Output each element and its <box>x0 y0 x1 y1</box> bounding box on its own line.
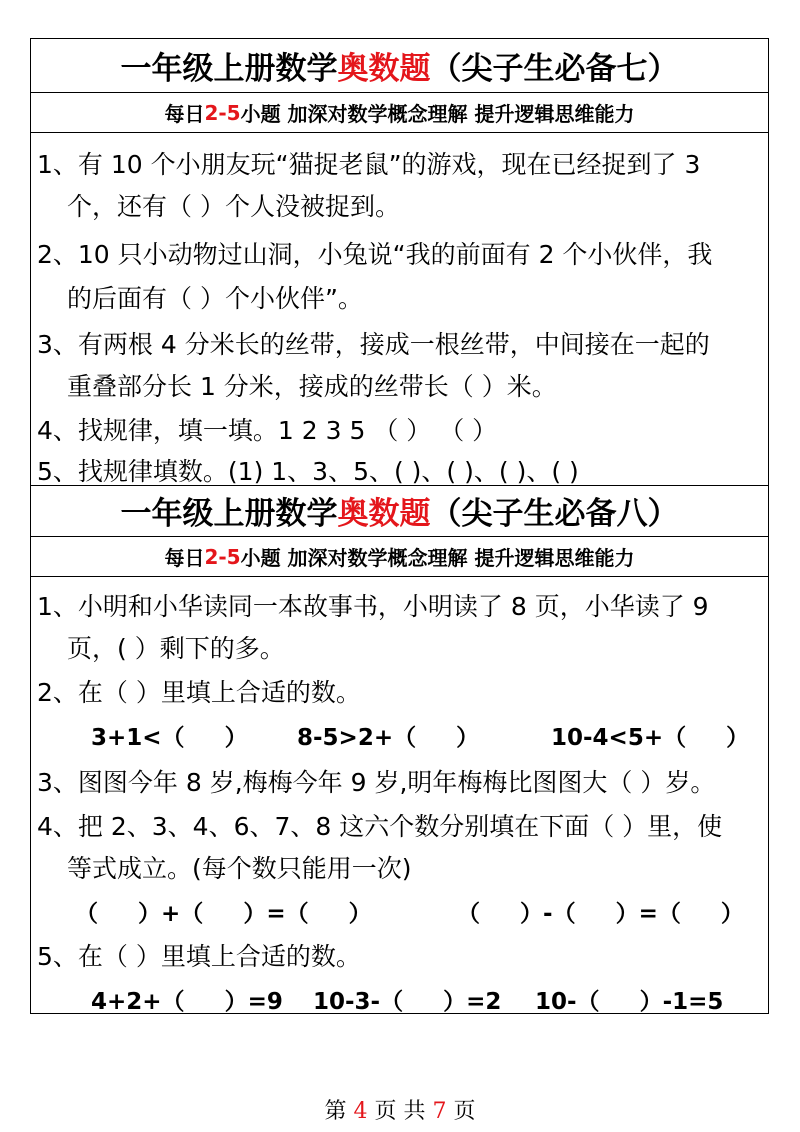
set8-line-6: 等式成立。(每个数只能用一次) <box>67 854 412 883</box>
set8-q5-eq-1: 4+2+（ ）=9 <box>91 989 283 1015</box>
set8-title-red: 奥数题 <box>337 496 431 532</box>
worksheet <box>30 38 769 1014</box>
set8-q5-eq-3: 10-（ ）-1=5 <box>535 989 724 1015</box>
set8-line-5: 4、把 2、3、4、6、7、8 这六个数分别填在下面（ ）里，使 <box>37 812 723 841</box>
set8-line-7: 5、在（ ）里填上合适的数。 <box>37 942 361 971</box>
set8-line-1: 1、小明和小华读同一本故事书，小明读了 8 页，小华读了 9 <box>37 592 709 621</box>
page-footer <box>0 1094 800 1125</box>
set7-subtitle <box>31 93 768 133</box>
footer-pre: 第 <box>324 1099 354 1124</box>
set7-title-pre: 一年级上册数学 <box>120 51 338 87</box>
set7-sub-red: 2-5 <box>204 100 241 125</box>
set7-line-5: 3、有两根 4 分米长的丝带，接成一根丝带，中间接在一起的 <box>37 330 710 359</box>
set8-q2-eq-3: 10-4<5+（ ） <box>551 725 750 751</box>
set7-line-7: 4、找规律，填一填。1 2 3 5 （ ） （ ） <box>37 416 498 445</box>
set8-line-4: 3、图图今年 8 岁,梅梅今年 9 岁,明年梅梅比图图大（ ）岁。 <box>37 768 716 797</box>
footer-post: 页 <box>446 1099 476 1124</box>
footer-page-number: 4 <box>353 1099 368 1124</box>
set8-q4-eq-1: （ ）+（ ）=（ ） <box>75 901 372 927</box>
set8-title-post: （尖子生必备八） <box>430 496 679 532</box>
set7-sub-pre: 每日 <box>164 102 205 126</box>
set8-q5-eq-2: 10-3-（ ）=2 <box>313 989 502 1015</box>
set8-title-pre: 一年级上册数学 <box>120 496 338 532</box>
set8-q2-eq-1: 3+1<（ ） <box>91 725 248 751</box>
set8-sub-post: 小题 加深对数学概念理解 提升逻辑思维能力 <box>240 546 635 570</box>
set7-title-red: 奥数题 <box>337 51 431 87</box>
set7-title <box>31 39 768 93</box>
set8-q2-eq-2: 8-5>2+（ ） <box>297 725 480 751</box>
set7-line-6: 重叠部分长 1 分米，接成的丝带长（ ）米。 <box>67 372 557 401</box>
set7-sub-post: 小题 加深对数学概念理解 提升逻辑思维能力 <box>240 102 635 126</box>
set7-line-3: 2、10 只小动物过山洞，小兔说“我的前面有 2 个小伙伴，我 <box>37 240 713 269</box>
set7-line-8: 5、找规律填数。(1) 1、3、5、( )、( )、( )、( ) <box>37 457 579 486</box>
set8-sub-red: 2-5 <box>204 544 241 569</box>
set8-line-2: 页，( ）剩下的多。 <box>67 634 285 663</box>
footer-total-pages: 7 <box>432 1099 447 1124</box>
footer-mid: 页 共 <box>367 1099 433 1124</box>
set7-line-1: 1、有 10 个小朋友玩“猫捉老鼠”的游戏，现在已经捉到了 3 <box>37 150 701 179</box>
set7-line-2: 个，还有（ ）个人没被捉到。 <box>67 192 400 221</box>
set8-q4-eq-2: （ ）-（ ）=（ ） <box>457 901 744 927</box>
set8-sub-pre: 每日 <box>164 546 205 570</box>
set7-title-post: （尖子生必备七） <box>430 51 679 87</box>
set7-line-4: 的后面有（ ）个小伙伴”。 <box>67 284 363 313</box>
set8-line-3: 2、在（ ）里填上合适的数。 <box>37 678 361 707</box>
set8-title <box>31 485 768 537</box>
set8-subtitle <box>31 537 768 577</box>
